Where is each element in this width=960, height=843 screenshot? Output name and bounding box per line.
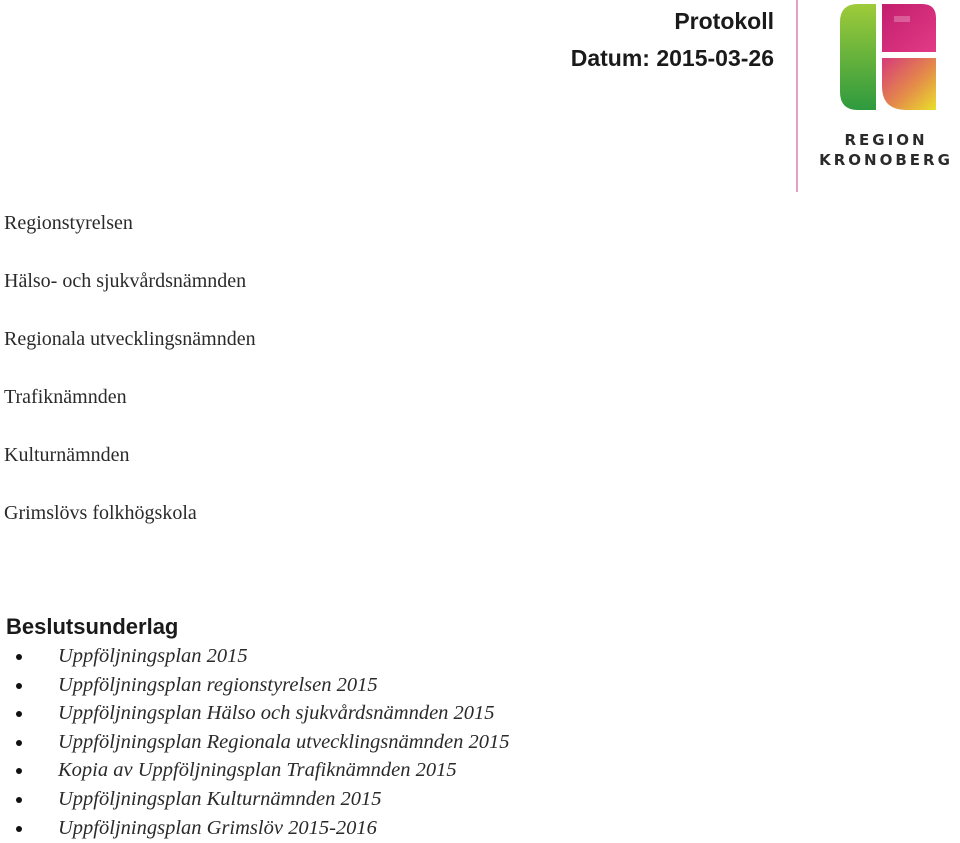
document-date: Datum: 2015-03-26 [570,45,774,71]
basis-item-label: Uppföljningsplan Grimslöv 2015-2016 [58,816,377,839]
basis-list [0,642,510,842]
recipient-item: Kulturnämnden [4,444,130,466]
basis-item-label: Uppföljningsplan 2015 [58,645,248,667]
basis-item [0,785,510,814]
basis-item [0,814,510,843]
region-kronoberg-logo-icon [836,0,940,114]
bullet-icon [16,768,22,774]
bullet-icon [16,826,22,832]
basis-item [0,699,510,728]
bullet-icon [16,683,22,689]
logo-wordmark [812,130,960,170]
basis-item-label: Kopia av Uppföljningsplan Trafiknämnden 2015 [58,759,457,782]
basis-item-label: Uppföljningsplan Regionala utvecklingsnämnden 2015 [58,730,510,753]
bullet-icon [16,740,22,746]
recipient-item: Regionala utvecklingsnämnden [4,328,256,350]
bullet-icon [16,711,22,717]
basis-item [0,756,510,785]
bullet-icon [16,654,22,660]
basis-item-label: Uppföljningsplan Hälso och sjukvårdsnämnden 2015 [58,702,495,725]
document-header [571,6,774,73]
recipient-item: Hälso- och sjukvårdsnämnden [4,270,247,292]
recipient-item: Grimslövs folkhögskola [4,502,197,524]
bullet-icon [16,797,22,803]
recipient-item: Trafiknämnden [4,386,127,408]
basis-item [0,671,510,700]
basis-item [0,642,510,671]
document-type: Protokoll [674,8,774,34]
basis-item [0,728,510,757]
header-divider [796,0,798,192]
recipient-item: Regionstyrelsen [4,212,133,234]
logo-line-region: REGION [844,131,928,149]
basis-item-label: Uppföljningsplan regionstyrelsen 2015 [58,673,378,696]
logo-line-kronoberg: KRONOBERG [819,151,953,169]
section-heading: Beslutsunderlag [6,614,179,639]
basis-item-label: Uppföljningsplan Kulturnämnden 2015 [58,787,382,810]
recipient-list [4,208,256,556]
